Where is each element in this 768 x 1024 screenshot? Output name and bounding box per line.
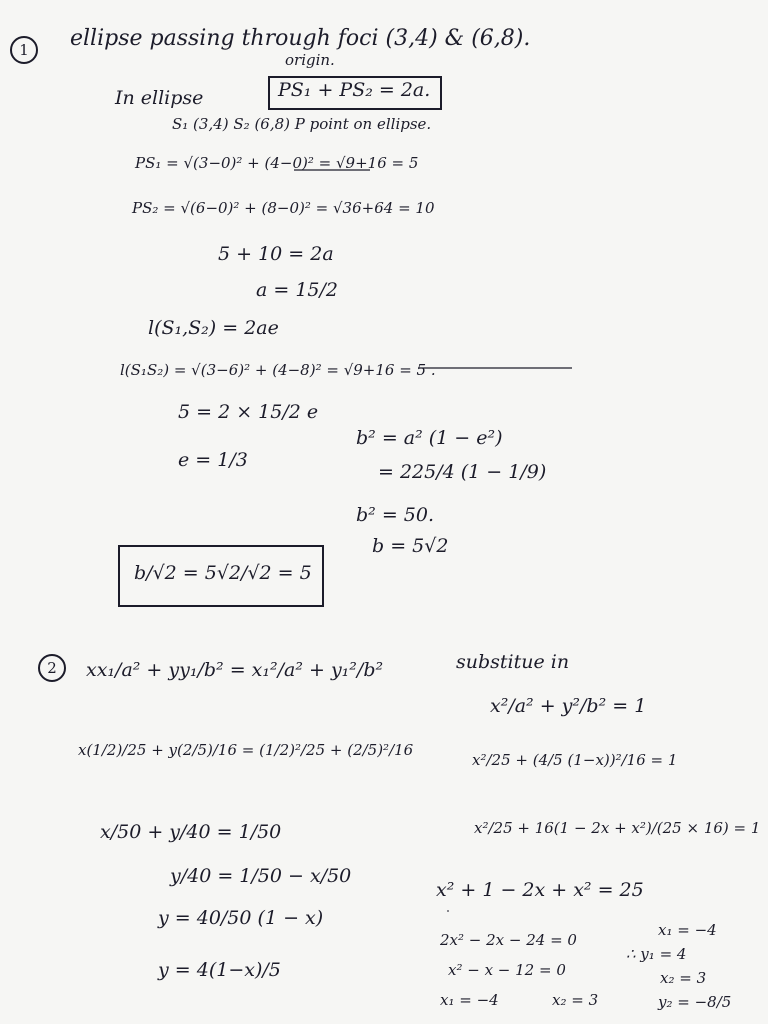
quadratic-2: x² − x − 12 = 0 <box>448 961 566 979</box>
root-x1: x₁ = −4 <box>440 991 499 1009</box>
sum-line: 5 + 10 = 2a <box>218 243 334 265</box>
solution-y2: y₂ = −8/5 <box>658 993 732 1011</box>
tangent-chord-equation: xx₁/a² + yy₁/b² = x₁²/a² + y₁²/b² <box>86 659 384 681</box>
substitute-heading: substitue in <box>456 651 570 673</box>
definition-formula: PS₁ + PS₂ = 2a. <box>278 79 431 101</box>
solution-x2: x₂ = 3 <box>660 969 707 987</box>
chord-substituted: x(1/2)/25 + y(2/5)/16 = (1/2)²/25 + (2/5)²/16 <box>78 741 414 759</box>
b-squared-substitution: = 225/4 (1 − 1/9) <box>378 461 547 483</box>
chord-y-expression: y = 40/50 (1 − x) <box>158 907 324 929</box>
eccentricity-eq: 5 = 2 × 15/2 e <box>178 401 319 423</box>
b-squared-value: b² = 50. <box>356 504 434 526</box>
quadratic-cleared: x² + 1 − 2x + x² = 25 <box>436 879 644 901</box>
solution-y1: ∴ y₁ = 4 <box>626 945 687 963</box>
root-x2: x₂ = 3 <box>552 991 599 1009</box>
ps1-line: PS₁ = √(3−0)² + (4−0)² = √9+16 = 5 <box>135 154 419 172</box>
foci-line: S₁ (3,4) S₂ (6,8) P point on ellipse. <box>172 115 432 133</box>
chord-rearranged: y/40 = 1/50 − x/50 <box>170 865 352 887</box>
focal-distance-formula: l(S₁,S₂) = 2ae <box>148 317 279 339</box>
a-value: a = 15/2 <box>256 279 338 301</box>
ellipse-intro: In ellipse <box>115 87 204 109</box>
chord-simplified: x/50 + y/40 = 1/50 <box>100 821 282 843</box>
problem-2-number: 2 <box>38 654 66 682</box>
problem-1-title-sub: origin. <box>285 51 335 69</box>
ellipse-equation: x²/a² + y²/b² = 1 <box>490 695 647 717</box>
ps2-line: PS₂ = √(6−0)² + (8−0)² = √36+64 = 10 <box>132 199 435 217</box>
ellipse-substituted: x²/25 + (4/5 (1−x))²/16 = 1 <box>472 751 678 769</box>
problem-1-number: 1 <box>10 36 38 64</box>
ellipse-expanded: x²/25 + 16(1 − 2x + x²)/(25 × 16) = 1 <box>474 819 761 837</box>
b-squared-formula: b² = a² (1 − e²) <box>356 427 503 449</box>
problem-1-title: ellipse passing through foci (3,4) & (6,8). <box>70 26 531 51</box>
chord-y-final: y = 4(1−x)/5 <box>158 959 281 981</box>
final-answer: b/√2 = 5√2/√2 = 5 <box>134 562 312 584</box>
b-value: b = 5√2 <box>372 535 449 557</box>
focal-distance-calc: l(S₁S₂) = √(3−6)² + (4−8)² = √9+16 = 5 . <box>120 361 436 379</box>
solution-x1: x₁ = −4 <box>658 921 717 939</box>
eccentricity-value: e = 1/3 <box>178 449 248 471</box>
quadratic-1: 2x² − 2x − 24 = 0 <box>440 931 577 949</box>
